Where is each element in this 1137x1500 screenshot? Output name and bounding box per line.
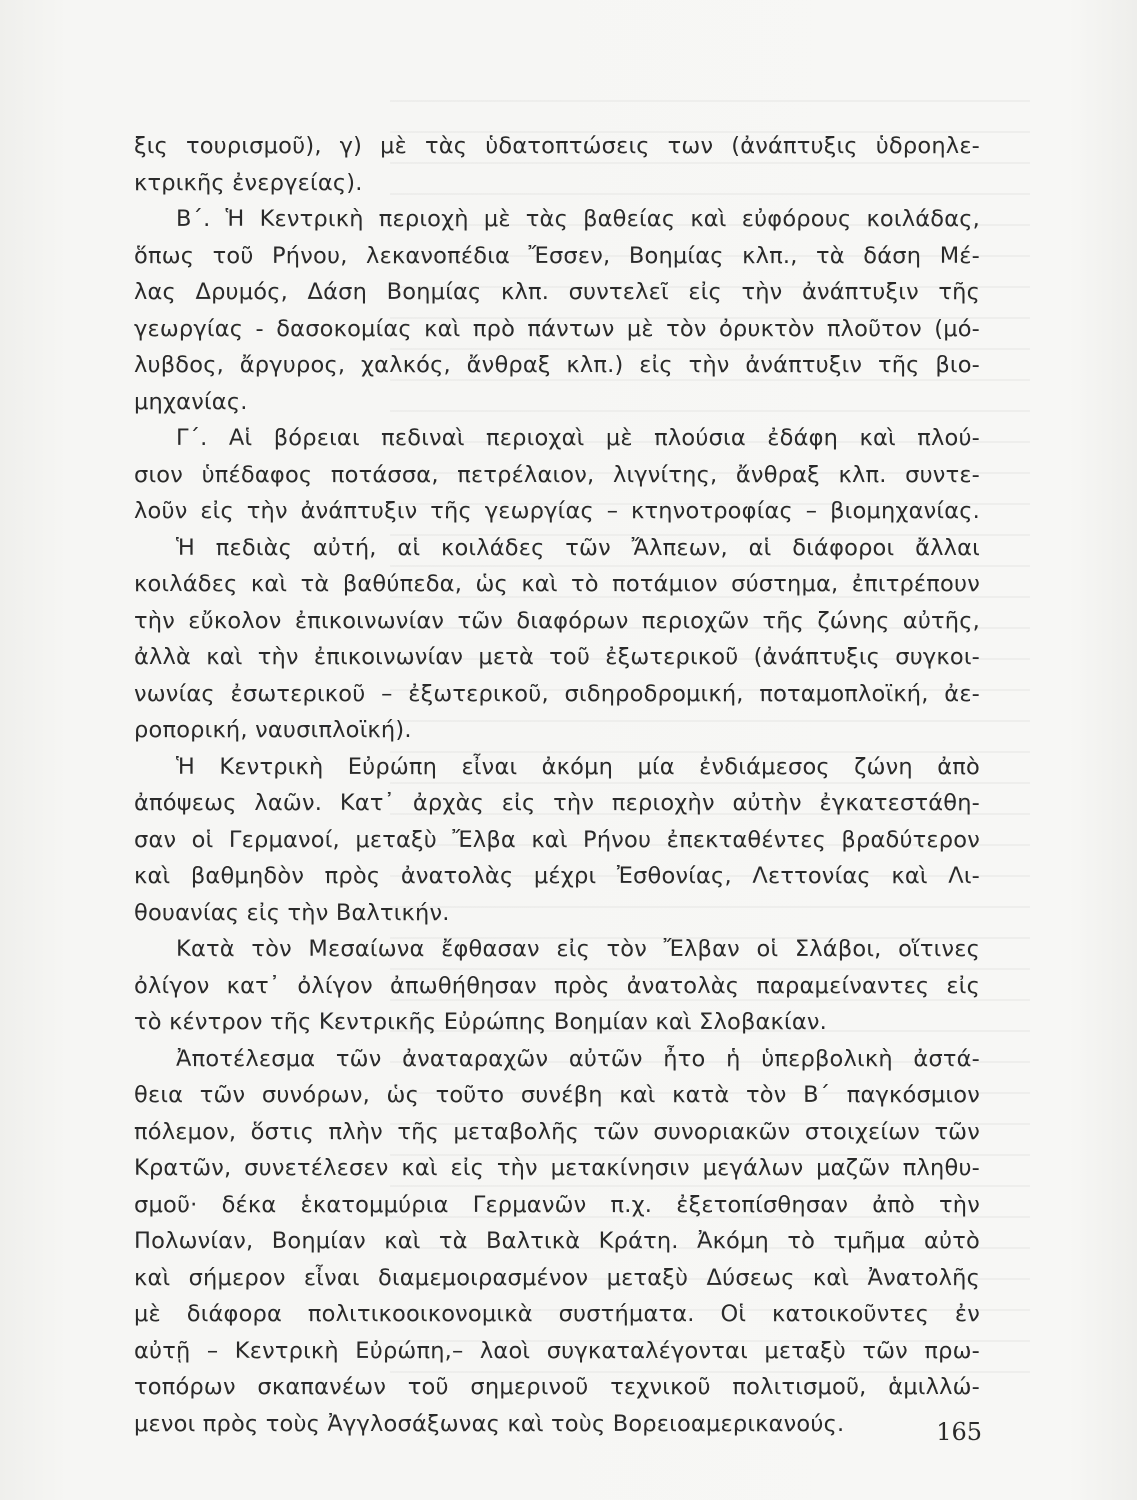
body-text bbox=[134, 128, 980, 1442]
text-line: θεια τῶν συνόρων, ὡς τοῦτο συνέβη καὶ κατὰ τὸν Β΄ παγκόσμιον bbox=[134, 1082, 980, 1108]
text-line: κτρικῆς ἐνεργείας). bbox=[134, 169, 363, 196]
text-line: λοῦν εἰς τὴν ἀνάπτυξιν τῆς γεωργίας – κτηνοτροφίας – βιομηχανίας. bbox=[134, 498, 980, 524]
text-line: Ἀποτέλεσμα τῶν ἀναταραχῶν αὐτῶν ἦτο ἡ ὑπερβολικὴ ἀστά- bbox=[176, 1045, 980, 1072]
text-line: ὅπως τοῦ Ρήνου, λεκανοπέδια Ἔσσεν, Βοημίας κλπ., τὰ δάση Μέ- bbox=[134, 242, 980, 269]
text-line: μὲ διάφορα πολιτικοοικονομικὰ συστήματα. Οἱ κατοικοῦντες ἐν bbox=[134, 1301, 980, 1327]
text-line: ἀλλὰ καὶ τὴν ἐπικοινωνίαν μετὰ τοῦ ἐξωτερικοῦ (ἀνάπτυξις συγκοι- bbox=[134, 644, 980, 670]
text-line: Β΄. Ἡ Κεντρικὴ περιοχὴ μὲ τὰς βαθείας καὶ εὐφόρους κοιλάδας, bbox=[176, 206, 980, 232]
text-line: ξις τουρισμοῦ), γ) μὲ τὰς ὑδατοπτώσεις των (ἀνάπτυξις ὑδροηλε- bbox=[134, 133, 980, 159]
text-line: θουανίας εἰς τὴν Βαλτικήν. bbox=[134, 899, 450, 926]
text-line: πόλεμον, ὅστις πλὴν τῆς μεταβολῆς τῶν συνοριακῶν στοιχείων τῶν bbox=[134, 1118, 980, 1145]
text-line: κοιλάδες καὶ τὰ βαθύπεδα, ὡς καὶ τὸ ποτάμιον σύστημα, ἐπιτρέπουν bbox=[134, 571, 980, 597]
text-line: νωνίας ἐσωτερικοῦ – ἐξωτερικοῦ, σιδηροδρομική, ποταμοπλοϊκή, ἀε- bbox=[134, 680, 980, 707]
text-line: ροπορική, ναυσιπλοϊκή). bbox=[134, 717, 412, 743]
text-line: τὸ κέντρον τῆς Κεντρικῆς Εὐρώπης Βοημίαν καὶ Σλοβακίαν. bbox=[134, 1009, 827, 1035]
text-line: αὐτῇ – Κεντρικὴ Εὐρώπη,– λαοὶ συγκαταλέγονται μεταξὺ τῶν πρω- bbox=[134, 1337, 980, 1364]
text-line: μηχανίας. bbox=[134, 388, 248, 415]
text-line: λας Δρυμός, Δάση Βοημίας κλπ. συντελεῖ εἰς τὴν ἀνάπτυξιν τῆς bbox=[134, 279, 980, 305]
text-line: τοπόρων σκαπανέων τοῦ σημερινοῦ τεχνικοῦ πολιτισμοῦ, ἁμιλλώ- bbox=[134, 1374, 980, 1400]
text-line: Γ΄. Αἱ βόρειαι πεδιναὶ περιοχαὶ μὲ πλούσια ἐδάφη καὶ πλού- bbox=[176, 425, 980, 451]
text-line: γεωργίας - δασοκομίας καὶ πρὸ πάντων μὲ τὸν ὀρυκτὸν πλοῦτον (μό- bbox=[134, 315, 980, 342]
text-line: Κρατῶν, συνετέλεσεν καὶ εἰς τὴν μετακίνησιν μεγάλων μαζῶν πληθυ- bbox=[134, 1155, 980, 1181]
text-line: καὶ σήμερον εἶναι διαμεμοιρασμένον μεταξὺ Δύσεως καὶ Ἀνατολῆς bbox=[134, 1264, 980, 1291]
text-line: καὶ βαθμηδὸν πρὸς ἀνατολὰς μέχρι Ἐσθονίας, Λεττονίας καὶ Λι- bbox=[134, 863, 980, 889]
text-line: ἀπόψεως λαῶν. Κατ᾽ ἀρχὰς εἰς τὴν περιοχὴν αὐτὴν ἐγκατεστάθη- bbox=[134, 790, 980, 816]
text-line: λυβδος, ἄργυρος, χαλκός, ἄνθραξ κλπ.) εἰς τὴν ἀνάπτυξιν τῆς βιο- bbox=[134, 352, 980, 378]
text-line: ὀλίγον κατ᾽ ὀλίγον ἀπωθήθησαν πρὸς ἀνατολὰς παραμείναντες εἰς bbox=[134, 972, 980, 999]
text-line: Πολωνίαν, Βοημίαν καὶ τὰ Βαλτικὰ Κράτη. Ἀκόμη τὸ τμῆμα αὐτὸ bbox=[134, 1228, 980, 1254]
text-line: σμοῦ· δέκα ἑκατομμύρια Γερμανῶν π.χ. ἐξετοπίσθησαν ἀπὸ τὴν bbox=[134, 1191, 980, 1218]
text-line: τὴν εὔκολον ἐπικοινωνίαν τῶν διαφόρων περιοχῶν τῆς ζώνης αὐτῆς, bbox=[134, 607, 980, 634]
page-number: 165 bbox=[936, 1418, 982, 1446]
text-line: Ἡ πεδιὰς αὐτή, αἱ κοιλάδες τῶν Ἄλπεων, αἱ διάφοροι ἄλλαι bbox=[176, 534, 980, 561]
text-line: Ἡ Κεντρικὴ Εὐρώπη εἶναι ἀκόμη μία ἐνδιάμεσος ζώνη ἀπὸ bbox=[176, 753, 980, 780]
text-line: Κατὰ τὸν Μεσαίωνα ἔφθασαν εἰς τὸν Ἔλβαν οἱ Σλάβοι, οἵτινες bbox=[176, 936, 980, 962]
text-line: σιον ὑπέδαφος ποτάσσα, πετρέλαιον, λιγνίτης, ἄνθραξ κλπ. συντε- bbox=[134, 461, 980, 488]
text-line: μενοι πρὸς τοὺς Ἀγγλοσάξωνας καὶ τοὺς Βορειοαμερικανούς. bbox=[134, 1410, 845, 1437]
text-line: σαν οἱ Γερμανοί, μεταξὺ Ἔλβα καὶ Ρήνου ἐπεκταθέντες βραδύτερον bbox=[134, 826, 980, 853]
